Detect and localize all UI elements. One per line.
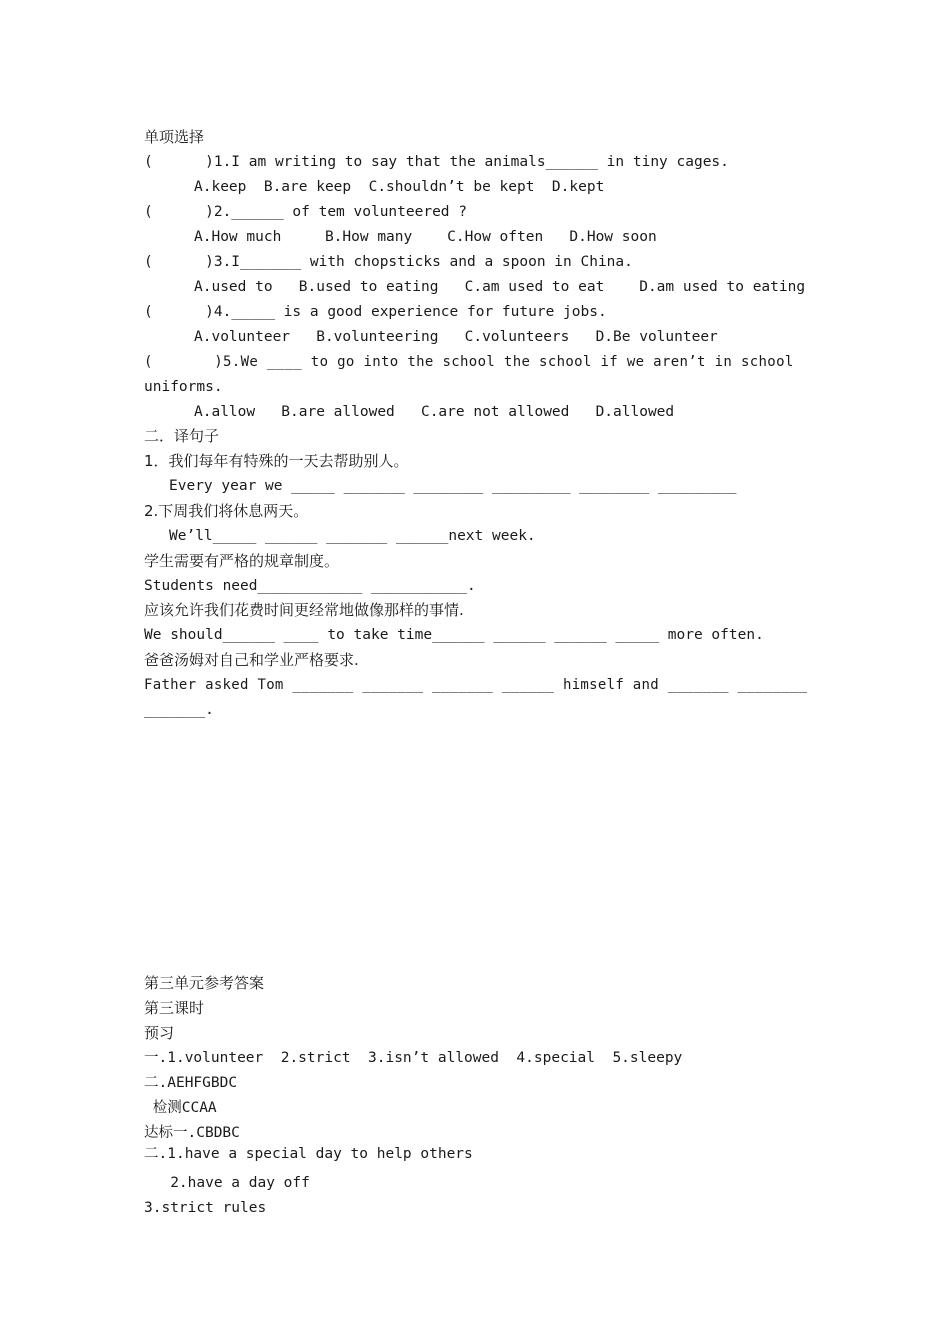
sentence-2-chinese: 2.下周我们将休息两天。 xyxy=(144,502,309,520)
answer-preview-part2: 二.AEHFGBDC xyxy=(144,1075,238,1091)
question-2-stem: ( )2.______ of tem volunteered ? xyxy=(144,204,468,220)
answer-target-part2-line1: 二.1.have a special day to help others xyxy=(144,1146,473,1162)
sentence-5-chinese: 爸爸汤姆对自己和学业严格要求. xyxy=(144,651,359,669)
sentence-1-english: Every year we _____ _______ ________ _________ ________ _________ xyxy=(169,478,737,494)
question-1-options: A.keep B.are keep C.shouldn’t be kept D.kept xyxy=(194,179,605,195)
sentence-5-english-line1: Father asked Tom _______ _______ _______ ______ himself and _______ ________ xyxy=(144,677,808,693)
answer-key-preview: 预习 xyxy=(144,1024,175,1042)
sentence-3-chinese: 学生需要有严格的规章制度。 xyxy=(144,552,340,570)
answer-preview-part1: 一.1.volunteer 2.strict 3.isn’t allowed 4.special 5.sleepy xyxy=(144,1050,683,1066)
answer-key-lesson: 第三课时 xyxy=(144,999,205,1017)
sentence-1-chinese: 1．我们每年有特殊的一天去帮助别人。 xyxy=(144,452,409,470)
answer-key-title: 第三单元参考答案 xyxy=(144,974,265,992)
section-heading-translate: 二．译句子 xyxy=(144,427,220,445)
sentence-4-english: We should______ ____ to take time______ ______ ______ _____ more often. xyxy=(144,627,764,643)
question-1-stem: ( )1.I am writing to say that the animals______ in tiny cages. xyxy=(144,154,729,170)
answer-target-part2-line3: 3.strict rules xyxy=(144,1200,267,1216)
question-5-stem-line2: uniforms. xyxy=(144,379,223,395)
section-heading-multiple-choice: 单项选择 xyxy=(144,128,205,146)
sentence-4-chinese: 应该允许我们花费时间更经常地做像那样的事情. xyxy=(144,601,464,619)
answer-target-part1: 达标一.CBDBC xyxy=(144,1125,240,1141)
sentence-2-english: We’ll_____ ______ _______ ______next week. xyxy=(169,528,536,544)
question-4-stem: ( )4._____ is a good experience for future jobs. xyxy=(144,304,607,320)
question-2-options: A.How much B.How many C.How often D.How soon xyxy=(194,229,657,245)
sentence-5-english-line2: _______. xyxy=(144,702,214,718)
question-4-options: A.volunteer B.volunteering C.volunteers D.Be volunteer xyxy=(194,329,718,345)
question-5-options: A.allow B.are allowed C.are not allowed D.allowed xyxy=(194,404,675,420)
question-3-options: A.used to B.used to eating C.am used to eat D.am used to eating xyxy=(194,279,806,295)
answer-target-part2-line2: 2.have a day off xyxy=(144,1175,310,1191)
question-5-stem-line1: ( )5.We ____ to go into the school the school if we aren’t in school xyxy=(144,354,794,370)
answer-check: 检测CCAA xyxy=(144,1100,217,1116)
sentence-3-english: Students need____________ ___________. xyxy=(144,578,476,594)
question-3-stem: ( )3.I_______ with chopsticks and a spoon in China. xyxy=(144,254,633,270)
